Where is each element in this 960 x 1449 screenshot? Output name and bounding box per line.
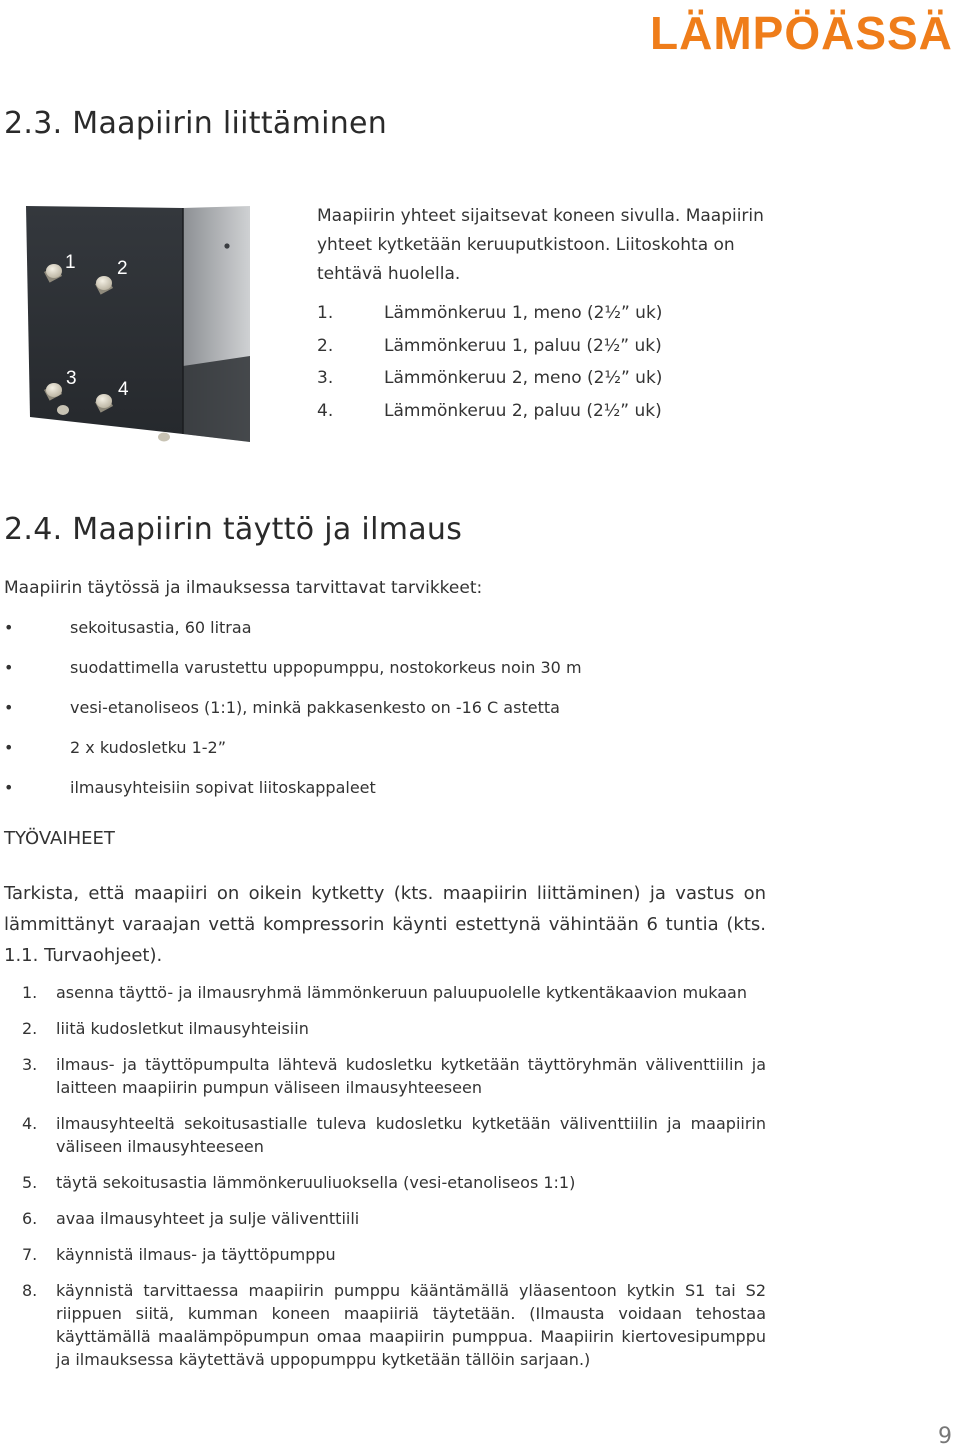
- list-number: 4.: [317, 400, 334, 421]
- check-paragraph: Tarkista, että maapiiri on oikein kytketty (kts. maapiirin liittäminen) ja vastus on lämmittänyt varaajan vettä kompressorin käynti estettynä vähintään 6 tuntia (kts. 1.1. Turvaohjeet).: [4, 883, 766, 966]
- connections-intro: Maapiirin yhteet sijaitsevat koneen sivulla. Maapiirin yhteet kytketään keruuputkistoon. Liitoskohta on tehtävä huolella.: [317, 206, 764, 284]
- list-item: [317, 336, 662, 369]
- bullet: •: [4, 658, 14, 677]
- list-item: [317, 303, 662, 336]
- section-heading-taytto-ilmaus: 2.4. Maapiirin täyttö ja ilmaus: [4, 512, 463, 547]
- step-number: 2.: [22, 1019, 38, 1038]
- list-text: Lämmönkeruu 2, meno (2½” uk): [384, 368, 663, 388]
- list-item: [4, 738, 582, 778]
- list-item: [22, 1053, 766, 1099]
- step-text: avaa ilmausyhteet ja sulje väliventtiili: [56, 1209, 360, 1228]
- list-number: 3.: [317, 368, 334, 388]
- step-number: 5.: [22, 1173, 38, 1192]
- list-text: Lämmönkeruu 1, meno (2½” uk): [384, 303, 663, 323]
- work-steps-subheading: TYÖVAIHEET: [4, 828, 115, 849]
- step-text: täytä sekoitusastia lämmönkeruuliuoksella (vesi-etanoliseos 1:1): [56, 1173, 576, 1192]
- bullet: •: [4, 778, 14, 797]
- step-number: 4.: [22, 1114, 38, 1133]
- list-item: [4, 658, 582, 698]
- step-text: ilmausyhteeltä sekoitusastialle tuleva kudosletku kytketään väliventtiilin ja maapiirin väliseen ilmausyhteeseen: [56, 1114, 766, 1156]
- list-item: [22, 981, 766, 1004]
- section-heading-liittaminen: 2.3. Maapiirin liittäminen: [4, 106, 388, 141]
- step-number: 8.: [22, 1281, 38, 1300]
- list-item: [4, 618, 582, 658]
- ground-loop-connections-illustration: [26, 206, 250, 444]
- supplies-list: [4, 618, 582, 818]
- list-text: sekoitusastia, 60 litraa: [70, 618, 252, 637]
- step-number: 1.: [22, 983, 38, 1002]
- bullet: •: [4, 698, 14, 717]
- step-number: 6.: [22, 1209, 38, 1228]
- connections-list: [317, 303, 662, 433]
- list-item: [22, 1207, 766, 1230]
- step-number: 3.: [22, 1055, 38, 1074]
- supplies-lead: Maapiirin täytössä ja ilmauksessa tarvittavat tarvikkeet:: [4, 578, 483, 598]
- list-item: [317, 368, 662, 401]
- list-number: 2.: [317, 335, 334, 356]
- brand-logo: LÄMPÖÄSSÄ: [650, 7, 953, 59]
- figure-label-2: 2: [117, 258, 128, 279]
- step-text: käynnistä tarvittaessa maapiirin pumppu kääntämällä yläasentoon kytkin S1 tai S2 riippuen siitä, kumman koneen maapiiriä täytetään. (Ilmausta voidaan tehostaa käyttämällä maalämpöpumpun omaa maapiirin pumppua. Maapiirin kiertovesipumppu ja ilmauksessa käytettävä uppopumppu kytketään tällöin sarjaan.): [56, 1281, 766, 1369]
- list-text: Lämmönkeruu 2, paluu (2½” uk): [384, 400, 662, 421]
- list-item: [22, 1017, 766, 1040]
- step-text: käynnistä ilmaus- ja täyttöpumppu: [56, 1245, 336, 1264]
- list-text: Lämmönkeruu 1, paluu (2½” uk): [384, 335, 662, 356]
- list-item: [317, 401, 662, 434]
- step-number: 7.: [22, 1245, 38, 1264]
- list-item: [22, 1171, 766, 1194]
- step-text: ilmaus- ja täyttöpumpulta lähtevä kudosletku kytketään täyttöryhmän väliventtiilin ja laitteen maapiirin pumpun väliseen ilmausyhteeseen: [56, 1055, 766, 1097]
- list-number: 1.: [317, 303, 334, 323]
- list-item: [22, 1112, 766, 1158]
- list-item: [22, 1279, 766, 1371]
- step-text: asenna täyttö- ja ilmausryhmä lämmönkeruun paluupuolelle kytkentäkaavion mukaan: [56, 983, 747, 1002]
- list-text: vesi-etanoliseos (1:1), minkä pakkasenkesto on -16 C astetta: [70, 698, 560, 717]
- bullet: •: [4, 618, 14, 637]
- figure-label-4: 4: [118, 379, 129, 400]
- list-item: [4, 698, 582, 738]
- list-text: 2 x kudosletku 1-2”: [70, 738, 226, 757]
- figure-label-3: 3: [66, 368, 77, 389]
- page-number: 9: [938, 1424, 952, 1449]
- work-steps-list: [22, 981, 766, 1384]
- list-text: ilmausyhteisiin sopivat liitoskappaleet: [70, 778, 376, 797]
- bullet: •: [4, 738, 14, 757]
- figure-label-1: 1: [65, 252, 76, 273]
- list-text: suodattimella varustettu uppopumppu, nostokorkeus noin 30 m: [70, 658, 582, 677]
- list-item: [22, 1243, 766, 1266]
- step-text: liitä kudosletkut ilmausyhteisiin: [56, 1019, 309, 1038]
- list-item: [4, 778, 582, 818]
